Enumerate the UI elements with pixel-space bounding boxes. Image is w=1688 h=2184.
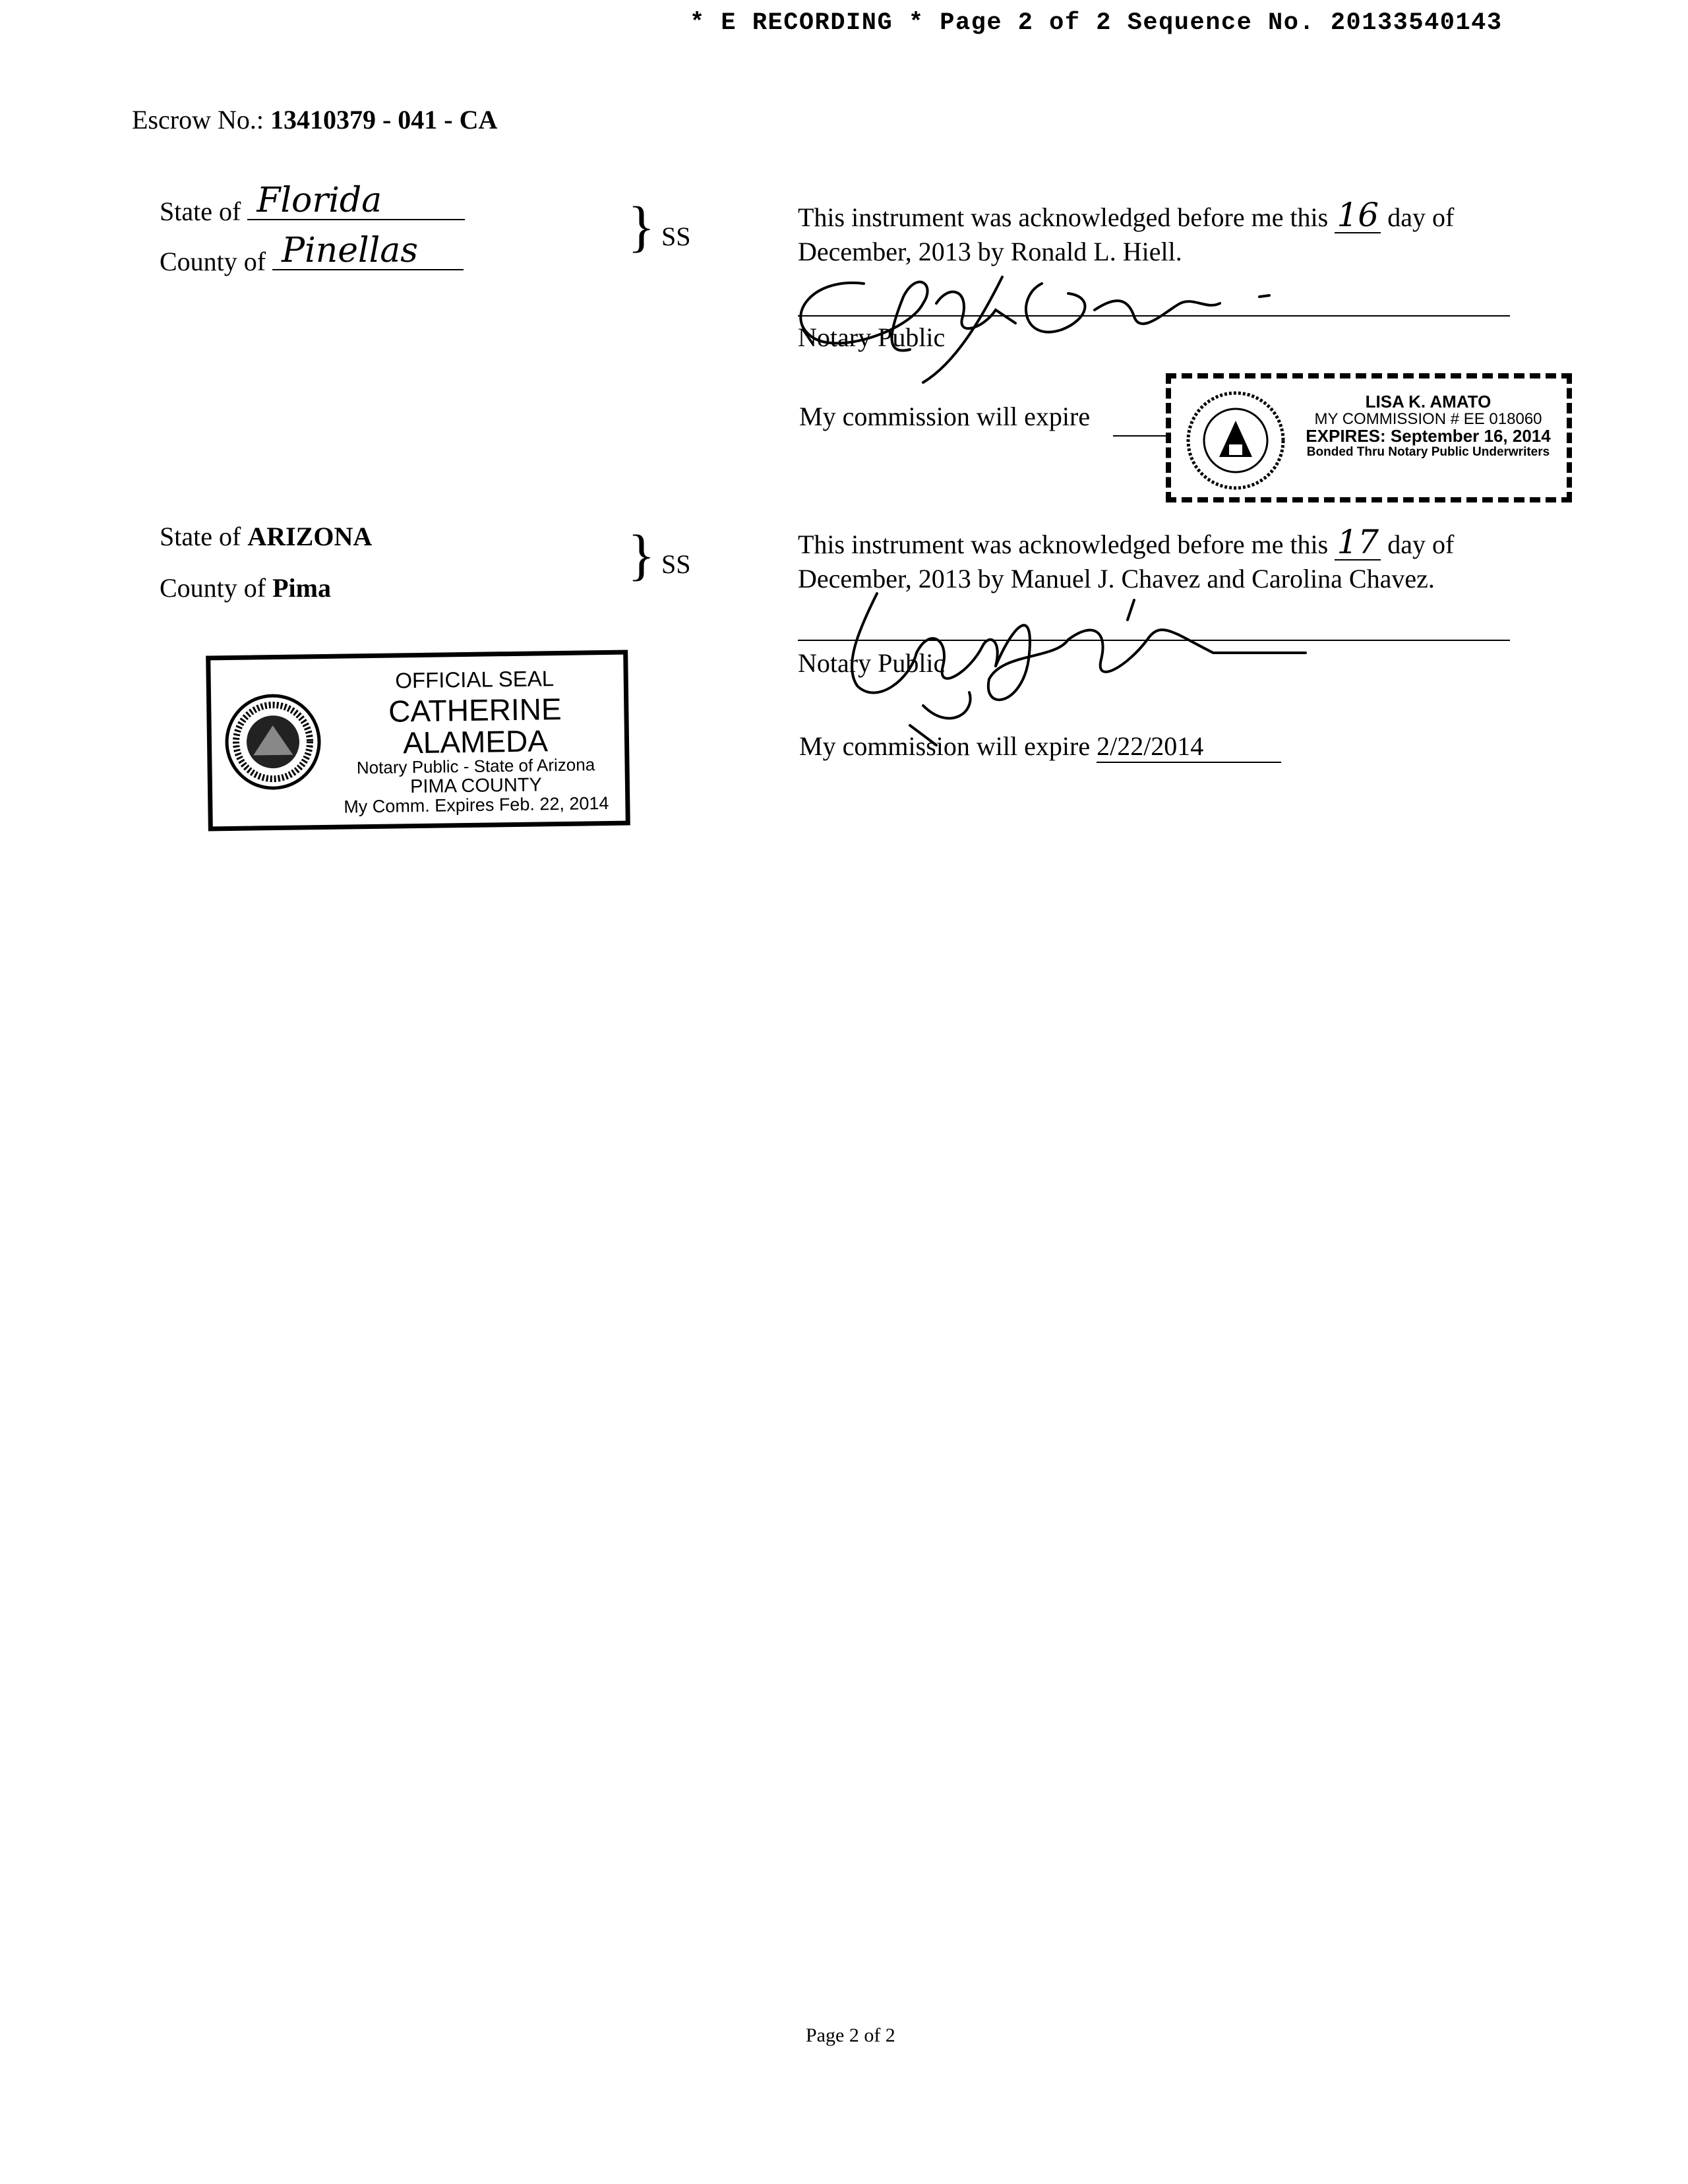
county-label-2: County of: [160, 573, 266, 603]
stamp-expires-1: EXPIRES: September 16, 2014: [1306, 426, 1551, 446]
ack-prefix-1: This instrument was acknowledged before me this: [798, 202, 1329, 232]
notary-stamp-1: [1166, 373, 1572, 502]
brace-1: }: [628, 195, 655, 258]
ack-line1-2: [798, 525, 1523, 562]
seal-name: CATHERINE ALAMEDA: [388, 691, 562, 760]
state-label-1: State of: [160, 197, 241, 226]
recording-header: * E RECORDING * Page 2 of 2 Sequence No. 20133540143: [690, 9, 1503, 37]
notary-label-2: Notary Public: [798, 648, 946, 678]
escrow-label: Escrow No.:: [132, 105, 264, 135]
commission-date-2: 2/22/2014: [1097, 731, 1281, 763]
ack-prefix-2: This instrument was acknowledged before me this: [798, 530, 1329, 559]
ack-day-1: 16: [1335, 198, 1381, 233]
commission-label-2: My commission will expire: [799, 731, 1091, 761]
commission-label-1: My commission will expire: [799, 402, 1091, 431]
stamp-bonded-1: Bonded Thru Notary Public Underwriters: [1306, 444, 1550, 459]
stamp-name-1: LISA K. AMATO: [1365, 392, 1492, 411]
seal-text: [323, 667, 628, 817]
ack-line1-1: [798, 198, 1523, 235]
county-field-1: [160, 231, 464, 277]
signature-line-1: [798, 315, 1510, 317]
ack-suffix-1: day of: [1387, 202, 1455, 232]
state-value-2: ARIZONA: [247, 522, 373, 551]
ss-label-2: SS: [661, 549, 691, 579]
notary-label-1: Notary Public: [798, 322, 946, 352]
page-footer: Page 2 of 2: [806, 2024, 895, 2046]
state-underline-1: [247, 181, 465, 220]
state-label-2: State of: [160, 522, 241, 551]
brace-2: }: [628, 523, 655, 586]
commission-field-2: [799, 731, 1281, 763]
seal-line3: My Comm. Expires Feb. 22, 2014: [344, 793, 609, 817]
state-field-1: [160, 181, 465, 227]
state-value-1: Florida: [256, 181, 382, 220]
official-seal-stamp: [206, 650, 630, 832]
county-underline-1: [272, 231, 464, 270]
escrow-number: [132, 104, 497, 135]
escrow-value: 13410379 - 041 - CA: [270, 105, 498, 135]
ss-label-1: SS: [661, 222, 691, 251]
county-label-1: County of: [160, 247, 266, 276]
county-value-2: Pima: [272, 573, 331, 603]
stamp-commission-1: MY COMMISSION # EE 018060: [1314, 410, 1542, 429]
arizona-state-seal-icon: [223, 692, 323, 792]
seal-line2: PIMA COUNTY: [409, 774, 543, 797]
stamp-text-1: [1290, 393, 1567, 459]
ack-suffix-2: day of: [1387, 530, 1455, 559]
state-field-2: [160, 521, 372, 552]
ack-line2-1: December, 2013 by Ronald L. Hiell.: [798, 237, 1182, 266]
seal-title: OFFICIAL SEAL: [395, 666, 555, 693]
florida-notary-seal-icon: [1183, 388, 1288, 493]
county-value-1: Pinellas: [282, 231, 418, 270]
seal-line1: Notary Public - State of Arizona: [356, 754, 595, 778]
ack-line2-2: December, 2013 by Manuel J. Chavez and Carolina Chavez.: [798, 564, 1435, 593]
ack-day-2: 17: [1335, 525, 1381, 561]
commission-underline-1: [1113, 435, 1166, 437]
signature-line-2: [798, 640, 1510, 641]
county-field-2: [160, 572, 331, 603]
